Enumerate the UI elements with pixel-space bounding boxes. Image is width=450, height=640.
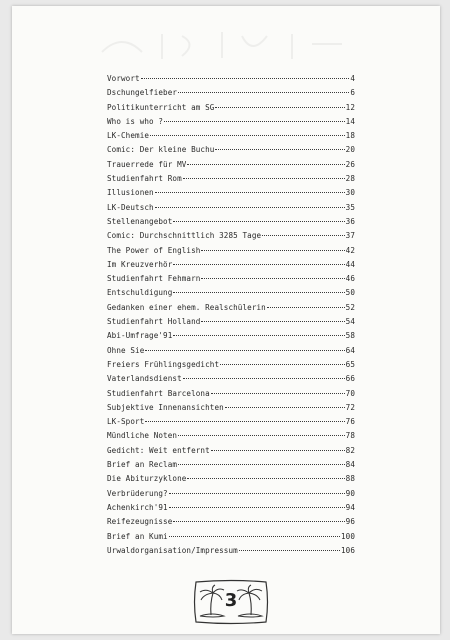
toc-entry	[107, 530, 355, 544]
toc-entry-page: 4	[350, 74, 355, 83]
toc-entry	[107, 401, 355, 415]
dot-leader	[155, 191, 345, 193]
dot-leader	[169, 506, 345, 508]
toc-entry-title: Studienfahrt Fehmarn	[107, 274, 201, 284]
dot-leader	[178, 434, 345, 436]
dot-leader	[201, 277, 344, 279]
dot-leader	[211, 392, 345, 394]
dot-leader	[169, 535, 340, 537]
toc-entry	[107, 286, 355, 300]
toc-entry-page: 65	[345, 359, 355, 369]
dot-leader	[220, 363, 345, 365]
dot-leader	[150, 134, 345, 136]
toc-entry	[107, 472, 355, 486]
toc-entry-page: 20	[345, 145, 355, 155]
dot-leader	[201, 249, 344, 251]
toc-entry-page: 82	[345, 445, 355, 455]
toc-entry-title: Subjektive Innenansichten	[107, 402, 224, 412]
toc-entry	[107, 143, 355, 157]
toc-entry	[107, 315, 355, 329]
toc-entry	[107, 415, 355, 429]
toc-entry-page: 90	[345, 488, 355, 498]
toc-entry-title: Entschuldigung	[107, 288, 173, 298]
dot-leader	[211, 449, 345, 451]
toc-entry	[107, 329, 355, 343]
toc-entry-page: 84	[345, 460, 355, 470]
toc-entry-page: 64	[345, 345, 355, 355]
toc-entry-title: LK-Chemie	[107, 131, 150, 141]
toc-entry-title: Die Abiturzyklone	[107, 474, 187, 484]
toc-entry-page: 52	[345, 302, 355, 312]
toc-entry-title: Studienfahrt Rom	[107, 174, 182, 184]
toc-entry-title: Ohne Sie	[107, 345, 145, 355]
toc-entry-title: Gedicht: Weit entfernt	[107, 445, 210, 455]
toc-entry	[107, 86, 355, 100]
toc-entry-title: Vorwort	[107, 74, 140, 83]
toc-entry-page: 42	[345, 245, 355, 255]
toc-entry-page: 54	[345, 317, 355, 327]
toc-entry-page: 88	[345, 474, 355, 484]
toc-entry-page: 106	[340, 545, 355, 555]
toc-entry	[107, 444, 355, 458]
toc-entry-title: Gedanken einer ehem. Realschülerin	[107, 302, 266, 312]
toc-entry-title: Freiers Frühlingsgedicht	[107, 359, 220, 369]
dot-leader	[178, 91, 349, 93]
toc-entry	[107, 215, 355, 229]
toc-entry-page: 30	[345, 188, 355, 198]
toc-entry-page: 6	[350, 88, 355, 98]
toc-entry	[107, 515, 355, 529]
dot-leader	[262, 234, 344, 236]
toc-entry	[107, 501, 355, 515]
dot-leader	[155, 206, 345, 208]
dot-leader	[173, 263, 344, 265]
toc-entry	[107, 229, 355, 243]
toc-entry	[107, 372, 355, 386]
dot-leader	[145, 420, 344, 422]
dot-leader	[187, 163, 344, 165]
dot-leader	[173, 520, 344, 522]
dot-leader	[187, 477, 344, 479]
toc-entry-title: Studienfahrt Holland	[107, 317, 201, 327]
toc-entry	[107, 158, 355, 172]
dot-leader	[178, 463, 345, 465]
toc-entry-title: Studienfahrt Barcelona	[107, 388, 210, 398]
toc-entry-title: Mündliche Noten	[107, 431, 178, 441]
toc-entry-page: 66	[345, 374, 355, 384]
toc-entry-title: Dschungelfieber	[107, 88, 178, 98]
toc-entry-title: Abi-Umfrage'91	[107, 331, 173, 341]
dot-leader	[215, 106, 344, 108]
toc-entry-title: Trauerrede für MV	[107, 159, 187, 169]
page-number: 3	[224, 590, 238, 611]
toc-entry-title: Who is who ?	[107, 116, 164, 126]
show-through-text	[92, 24, 392, 64]
toc-entry	[107, 387, 355, 401]
dot-leader	[173, 220, 344, 222]
toc-entry-title: The Power of English	[107, 245, 201, 255]
toc-entry	[107, 101, 355, 115]
dot-leader	[173, 334, 344, 336]
toc-entry-title: Achenkirch'91	[107, 502, 168, 512]
toc-entry-title: LK-Deutsch	[107, 202, 154, 212]
toc-entry-title: Brief an Kumi	[107, 531, 168, 541]
toc-entry	[107, 272, 355, 286]
toc-entry	[107, 458, 355, 472]
dot-leader	[267, 306, 345, 308]
toc-entry	[107, 201, 355, 215]
toc-entry-page: 58	[345, 331, 355, 341]
toc-entry-page: 26	[345, 159, 355, 169]
toc-entry-page: 70	[345, 388, 355, 398]
dot-leader	[164, 120, 345, 122]
toc-entry-page: 96	[345, 517, 355, 527]
toc-entry-title: Vaterlandsdienst	[107, 374, 182, 384]
toc-entry	[107, 258, 355, 272]
toc-entry-title: Brief an Reclam	[107, 460, 178, 470]
dot-leader	[141, 77, 350, 79]
toc-entry	[107, 429, 355, 443]
toc-entry	[107, 129, 355, 143]
toc-entry-title: Urwaldorganisation/Impressum	[107, 545, 238, 555]
document-page	[12, 6, 440, 634]
toc-entry-page: 44	[345, 259, 355, 269]
toc-entry-page: 36	[345, 216, 355, 226]
toc-entry	[107, 358, 355, 372]
dot-leader	[145, 349, 344, 351]
toc-entry	[107, 186, 355, 200]
toc-entry-page: 46	[345, 274, 355, 284]
toc-entry	[107, 172, 355, 186]
toc-entry	[107, 487, 355, 501]
toc-entry-title: Comic: Der kleine Buchu	[107, 145, 215, 155]
dot-leader	[239, 549, 340, 551]
dot-leader	[215, 148, 344, 150]
toc-entry-page: 35	[345, 202, 355, 212]
toc-entry-page: 94	[345, 502, 355, 512]
toc-entry-title: Politikunterricht am SG	[107, 102, 215, 112]
toc-entry-title: Illusionen	[107, 188, 154, 198]
page-number-badge	[192, 579, 270, 625]
toc-entry-page: 76	[345, 417, 355, 427]
table-of-contents	[107, 72, 355, 558]
toc-entry-title: Verbrüderung?	[107, 488, 168, 498]
dot-leader	[169, 492, 345, 494]
toc-entry	[107, 115, 355, 129]
dot-leader	[183, 377, 345, 379]
toc-entry	[107, 344, 355, 358]
toc-entry-page: 37	[345, 231, 355, 241]
toc-entry-page: 50	[345, 288, 355, 298]
toc-entry-title: Im Kreuzverhör	[107, 259, 173, 269]
toc-entry-title: Reifezeugnisse	[107, 517, 173, 527]
toc-entry	[107, 72, 355, 86]
toc-entry-page: 12	[345, 102, 355, 112]
toc-entry	[107, 301, 355, 315]
toc-entry-title: Comic: Durchschnittlich 3285 Tage	[107, 231, 262, 241]
dot-leader	[183, 177, 345, 179]
toc-entry	[107, 544, 355, 558]
toc-entry-page: 72	[345, 402, 355, 412]
toc-entry-page: 100	[340, 531, 355, 541]
toc-entry	[107, 244, 355, 258]
toc-entry-title: LK-Sport	[107, 417, 145, 427]
dot-leader	[201, 320, 344, 322]
toc-entry-page: 14	[345, 116, 355, 126]
toc-entry-page: 18	[345, 131, 355, 141]
toc-entry-page: 78	[345, 431, 355, 441]
toc-entry-page: 28	[345, 174, 355, 184]
toc-entry-title: Stellenangebot	[107, 216, 173, 226]
dot-leader	[225, 406, 345, 408]
dot-leader	[173, 291, 344, 293]
